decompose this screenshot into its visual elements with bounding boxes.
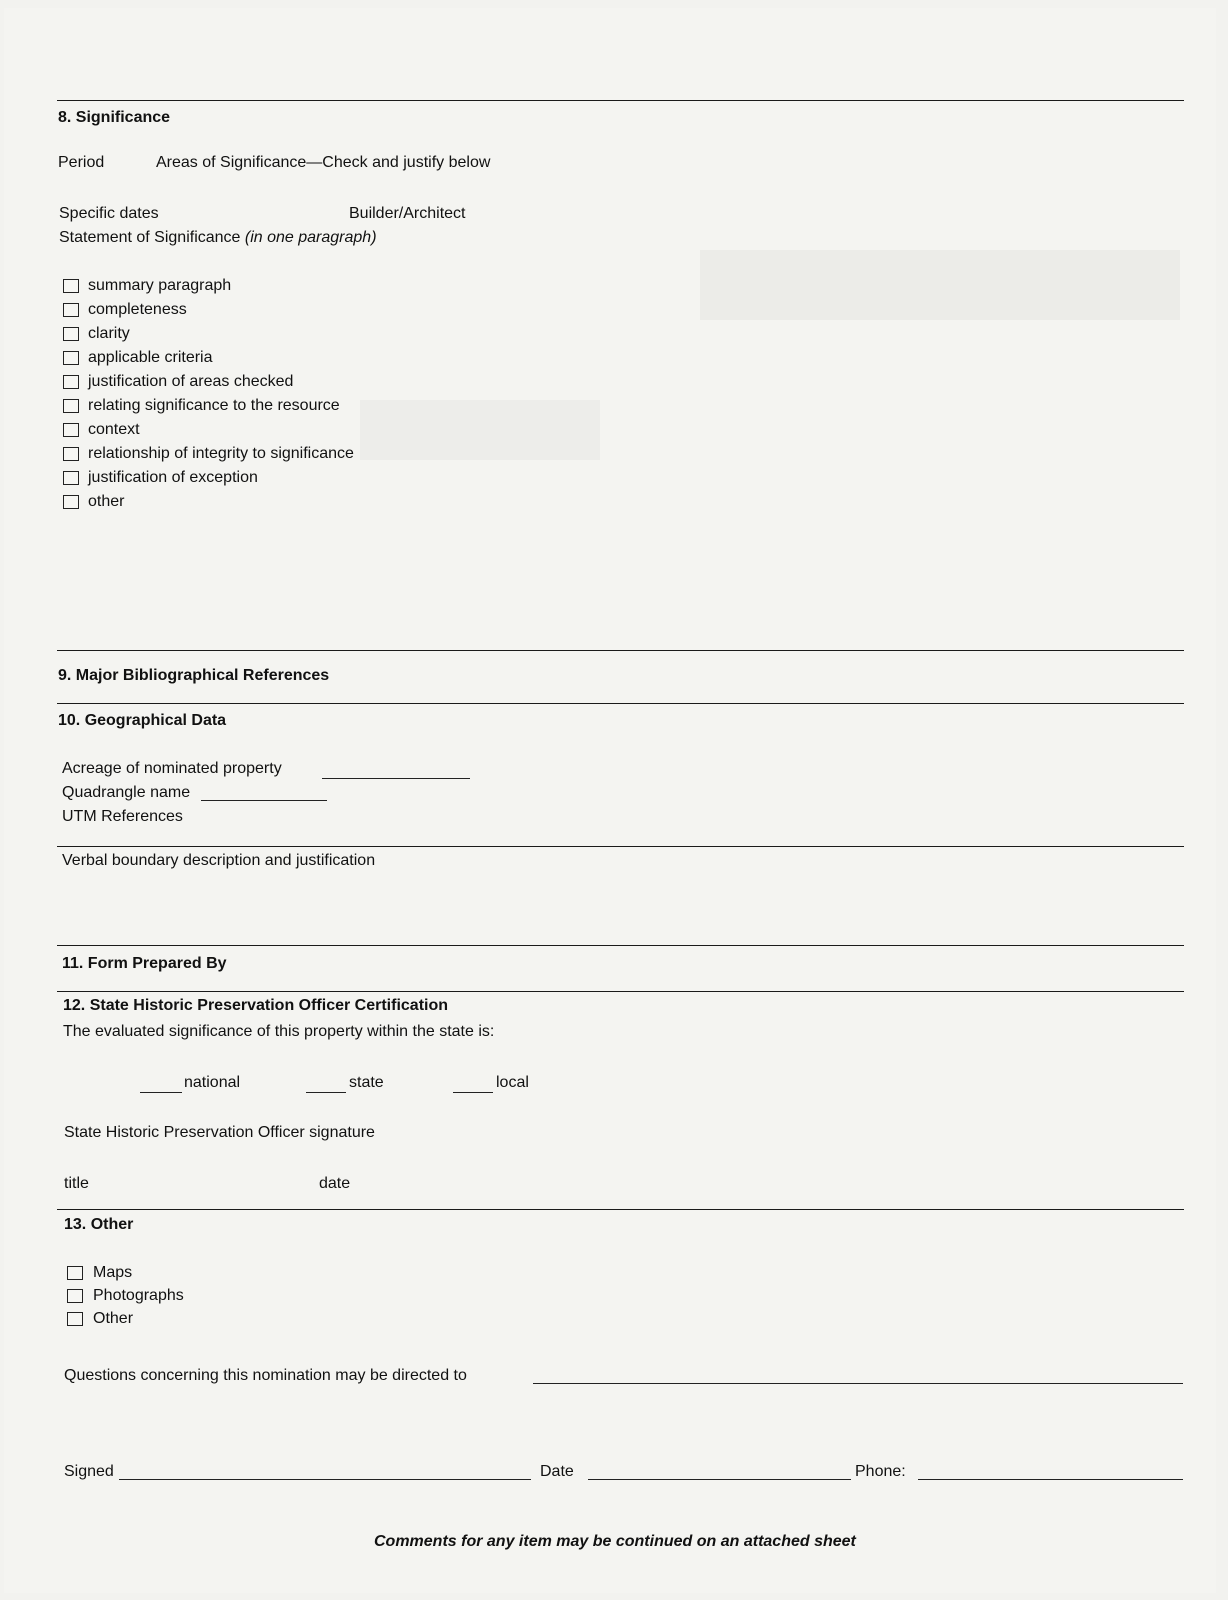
applicable-criteria-checkbox[interactable]	[63, 351, 79, 365]
quadrangle-label: Quadrangle name	[62, 784, 191, 801]
shpo-date-label: date	[319, 1175, 351, 1192]
local-field[interactable]	[453, 1092, 493, 1093]
section-9-heading: 9. Major Bibliographical References	[58, 667, 330, 684]
photographs-label: Photographs	[93, 1287, 184, 1304]
phone-field[interactable]	[918, 1479, 1183, 1480]
completeness-checkbox[interactable]	[63, 303, 79, 317]
verbal-boundary-label: Verbal boundary description and justification	[62, 852, 376, 869]
relating-significance-label: relating significance to the resource	[88, 397, 340, 414]
footer-date-field[interactable]	[588, 1479, 851, 1480]
clarity-checkbox[interactable]	[63, 327, 79, 341]
section-12-heading: 12. State Historic Preservation Officer Certification	[63, 997, 449, 1014]
statement-of-significance-label	[59, 229, 377, 247]
evaluated-significance-text: The evaluated significance of this property within the state is:	[63, 1023, 495, 1040]
integrity-relationship-checkbox[interactable]	[63, 447, 79, 461]
summary-paragraph-label: summary paragraph	[88, 277, 232, 294]
section-divider	[57, 100, 1184, 101]
acreage-label: Acreage of nominated property	[62, 760, 282, 777]
state-field[interactable]	[306, 1092, 346, 1093]
footer-date-label: Date	[540, 1463, 574, 1480]
completeness-label: completeness	[88, 301, 187, 318]
section-divider	[57, 846, 1184, 847]
questions-directed-to-field[interactable]	[533, 1383, 1183, 1384]
builder-architect-label: Builder/Architect	[349, 205, 466, 222]
section-divider	[57, 945, 1184, 946]
relating-significance-checkbox[interactable]	[63, 399, 79, 413]
applicable-criteria-label: applicable criteria	[88, 349, 213, 366]
bleed-through-shading	[700, 250, 1180, 320]
national-field[interactable]	[140, 1092, 182, 1093]
section-11-heading: 11. Form Prepared By	[62, 955, 227, 972]
questions-label: Questions concerning this nomination may be directed to	[64, 1367, 467, 1384]
clarity-label: clarity	[88, 325, 130, 342]
justification-of-areas-checkbox[interactable]	[63, 375, 79, 389]
quadrangle-field[interactable]	[201, 800, 327, 801]
statement-label: Statement of Significance	[59, 229, 245, 246]
section-divider	[57, 991, 1184, 992]
state-label: state	[349, 1074, 384, 1091]
justification-of-exception-checkbox[interactable]	[63, 471, 79, 485]
phone-label: Phone:	[855, 1463, 906, 1480]
section-divider	[57, 1209, 1184, 1210]
acreage-field[interactable]	[322, 778, 470, 779]
section-13-heading: 13. Other	[64, 1216, 134, 1233]
shpo-signature-label: State Historic Preservation Officer signature	[64, 1124, 375, 1141]
continuation-note: Comments for any item may be continued on an attached sheet	[374, 1533, 856, 1550]
shpo-title-label: title	[64, 1175, 89, 1192]
bleed-through-shading	[360, 400, 600, 460]
justification-of-exception-label: justification of exception	[88, 469, 258, 486]
context-label: context	[88, 421, 140, 438]
section-divider	[57, 650, 1184, 651]
justification-of-areas-label: justification of areas checked	[88, 373, 294, 390]
photographs-checkbox[interactable]	[67, 1289, 83, 1303]
period-label: Period	[58, 154, 105, 171]
utm-references-label: UTM References	[62, 808, 183, 825]
section-8-heading: 8. Significance	[58, 109, 171, 126]
other-checkbox[interactable]	[67, 1312, 83, 1326]
specific-dates-label: Specific dates	[59, 205, 159, 222]
other-label: Other	[93, 1310, 134, 1327]
summary-paragraph-checkbox[interactable]	[63, 279, 79, 293]
other-significance-checkbox[interactable]	[63, 495, 79, 509]
section-10-heading: 10. Geographical Data	[58, 712, 227, 729]
section-divider	[57, 703, 1184, 704]
other-significance-label: other	[88, 493, 125, 510]
statement-note: (in one paragraph)	[244, 229, 377, 246]
context-checkbox[interactable]	[63, 423, 79, 437]
integrity-relationship-label: relationship of integrity to significance	[88, 445, 354, 462]
maps-checkbox[interactable]	[67, 1266, 83, 1280]
areas-of-significance-label: Areas of Significance—Check and justify below	[156, 154, 491, 171]
local-label: local	[496, 1074, 529, 1091]
maps-label: Maps	[93, 1264, 133, 1281]
signed-field[interactable]	[119, 1479, 531, 1480]
national-label: national	[184, 1074, 241, 1091]
signed-label: Signed	[64, 1463, 114, 1480]
